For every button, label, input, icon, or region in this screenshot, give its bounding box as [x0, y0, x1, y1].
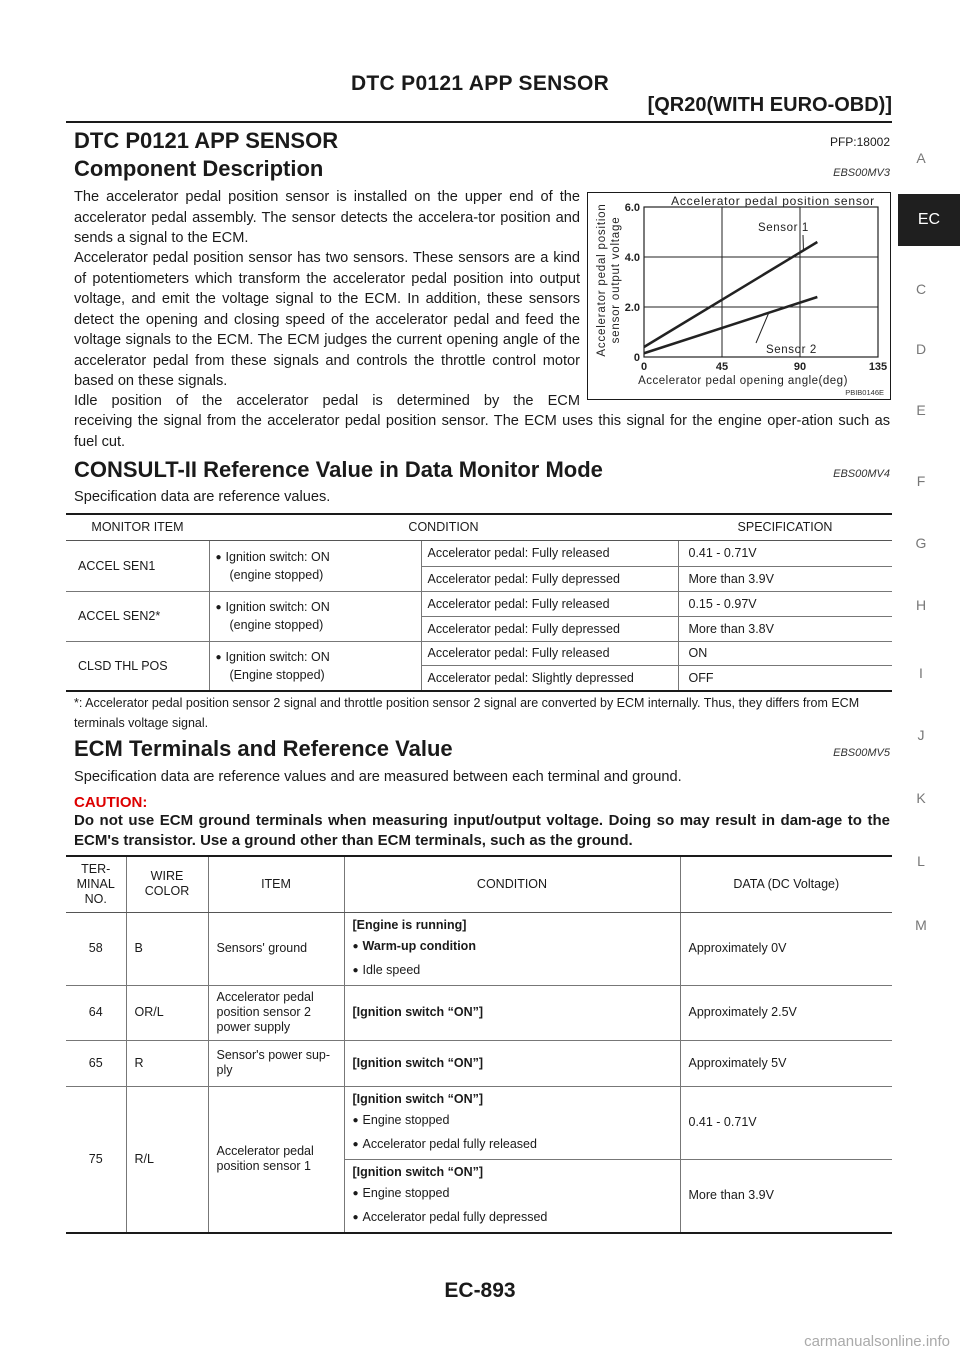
chart-y-tick-label: 4.0 — [624, 252, 640, 264]
chart-title: Accelerator pedal position sensor — [671, 194, 875, 208]
section-title-component: Component Description — [74, 156, 324, 181]
condition-heading: [Ignition switch “ON”] — [352, 1091, 484, 1106]
item — [208, 1086, 344, 1233]
condition-heading: [Ignition switch “ON”] — [344, 985, 680, 1040]
condition-bullet: ● Warm-up condition — [353, 935, 672, 959]
caution-body: Do not use ECM ground terminals when measuring input/output voltage. Doing so may result in dam-age to the ECM's transistor. Use a ground other than ECM terminals, such as the ground. — [74, 812, 890, 849]
condition-cell — [209, 540, 421, 591]
ecm-terminal-table — [66, 855, 892, 1234]
component-paragraph-3a: Idle position of the accelerator pedal is determined by the ECM — [74, 393, 580, 409]
page-number: EC-893 — [444, 1279, 516, 1302]
header-line: NO. — [84, 891, 107, 906]
component-paragraph-2: Accelerator pedal position sensor has two sensors. These sensors are a kind of potentiometers which transform the accelerator pedal position into output voltage, and emit the voltage signal to the ECM. In addition, these sensors detect the opening and closing speed of the accelerator pedal and feed the voltage signals to the ECM. The ECM judges the current opening angle of the accelerator pedal from these signals and controls the throttle control motor based on these signals. — [74, 250, 580, 389]
item-line: ply — [216, 1063, 233, 1077]
item-line: Sensor's power sup- — [216, 1048, 331, 1062]
condition-line: (engine stopped) — [229, 618, 324, 632]
spec-value: OFF — [678, 665, 892, 691]
terminal-no: 65 — [66, 1040, 126, 1086]
spec-value: 0.41 - 0.71V — [678, 540, 892, 566]
chart-series-line — [644, 242, 817, 347]
sub-condition: Accelerator pedal: Fully released — [421, 540, 678, 566]
monitor-item: ACCEL SEN1 — [66, 540, 209, 591]
chart-figure-id: PBIB0146E — [845, 388, 884, 397]
item — [208, 1040, 344, 1086]
item-line: Accelerator pedal — [216, 1144, 314, 1158]
item — [208, 985, 344, 1040]
table-row — [66, 912, 892, 985]
table-row — [66, 540, 892, 566]
chart-x-tick-label: 0 — [640, 361, 648, 373]
chart-y-tick-label: 0 — [633, 352, 640, 364]
condition-cell — [344, 1159, 680, 1233]
watermark: carmanualsonline.info — [804, 1333, 950, 1350]
side-tab-e[interactable]: E — [916, 402, 926, 418]
header-line: TER- — [81, 861, 111, 876]
side-tab-g[interactable]: G — [915, 535, 927, 551]
monitor-item: CLSD THL POS — [66, 641, 209, 691]
side-tab-c[interactable]: C — [915, 281, 927, 297]
terminal-no: 64 — [66, 985, 126, 1040]
spec-value: More than 3.8V — [678, 616, 892, 641]
condition-cell — [209, 591, 421, 641]
consult-intro: Specification data are reference values. — [74, 489, 331, 505]
side-tab-f[interactable]: F — [916, 473, 926, 489]
side-tab-l[interactable]: L — [917, 853, 925, 869]
app-sensor-chart — [587, 192, 891, 400]
header-specification: SPECIFICATION — [678, 514, 892, 540]
component-paragraph-1: The accelerator pedal position sensor is installed on the upper end of the accelerator pedal assembly. The sensor detects the accelera-tor position and sends a signal to the ECM. — [74, 189, 580, 246]
data-value: Approximately 0V — [680, 912, 892, 985]
header-line: WIRE — [150, 869, 184, 884]
wire-color: OR/L — [126, 985, 208, 1040]
part-number: PFP:18002 — [829, 135, 890, 149]
condition-heading: [Ignition switch “ON”] — [352, 1164, 484, 1179]
table-row — [66, 591, 892, 616]
header-line: COLOR — [144, 884, 190, 899]
chart-x-axis-label: Accelerator pedal opening angle(deg) — [638, 375, 848, 387]
condition-cell — [344, 912, 680, 985]
chart-x-tick-label: 135 — [868, 361, 888, 373]
chart-series-label: Sensor 2 — [766, 344, 817, 356]
item-line: power supply — [216, 1020, 291, 1034]
side-tab-m[interactable]: M — [915, 917, 927, 933]
section-code-ecm: EBS00MV5 — [833, 747, 890, 759]
wire-color: B — [126, 912, 208, 985]
header-rule — [66, 121, 892, 123]
running-header-subtitle: [QR20(WITH EURO-OBD)] — [647, 94, 892, 116]
condition-bullet: ● Engine stopped — [353, 1182, 672, 1206]
condition-heading: [Engine is running] — [352, 917, 467, 932]
condition-bullet: ● Accelerator pedal fully released — [353, 1133, 672, 1157]
table-row — [66, 1086, 892, 1159]
chart-x-tick-label: 45 — [715, 361, 729, 373]
spec-value: ON — [678, 641, 892, 665]
section-title-consult: CONSULT-II Reference Value in Data Monitor Mode — [74, 457, 603, 482]
item-line: position sensor 2 — [216, 1005, 312, 1019]
terminal-no: 75 — [66, 1086, 126, 1233]
condition-line: ● Ignition switch: ON — [216, 599, 415, 617]
data-value: More than 3.9V — [680, 1159, 892, 1233]
wire-color: R — [126, 1040, 208, 1086]
header-terminal-no — [66, 856, 126, 912]
header-condition: CONDITION — [344, 856, 680, 912]
header-data: DATA (DC Voltage) — [680, 856, 892, 912]
chart-y-tick-label: 2.0 — [624, 302, 640, 314]
chart-svg — [588, 193, 890, 399]
data-value: Approximately 5V — [680, 1040, 892, 1086]
wire-color: R/L — [126, 1086, 208, 1233]
condition-bullet: ● Accelerator pedal fully depressed — [353, 1206, 672, 1230]
sub-condition: Accelerator pedal: Fully depressed — [421, 566, 678, 591]
header-item: ITEM — [208, 856, 344, 912]
condition-bullet: ● Engine stopped — [353, 1109, 672, 1133]
side-tab-d[interactable]: D — [915, 341, 927, 357]
condition-line: ● Ignition switch: ON — [216, 649, 415, 667]
sub-condition: Accelerator pedal: Fully released — [421, 641, 678, 665]
spec-value: More than 3.9V — [678, 566, 892, 591]
section-code-component: EBS00MV3 — [833, 167, 890, 179]
chart-x-tick-label: 90 — [793, 361, 807, 373]
item-line: Accelerator pedal — [216, 990, 314, 1004]
item: Sensors' ground — [208, 912, 344, 985]
main-title: DTC P0121 APP SENSOR — [74, 128, 339, 153]
condition-line: ● Ignition switch: ON — [216, 549, 415, 567]
side-tab-i[interactable]: I — [919, 665, 923, 681]
side-tab-ec[interactable]: EC — [898, 194, 960, 246]
running-header-title: DTC P0121 APP SENSOR — [350, 72, 610, 95]
condition-line: (engine stopped) — [229, 567, 324, 582]
table-row — [66, 985, 892, 1040]
chart-series-label: Sensor 1 — [758, 222, 809, 234]
sub-condition: Accelerator pedal: Slightly depressed — [421, 665, 678, 691]
header-condition: CONDITION — [209, 514, 678, 540]
spec-value: 0.15 - 0.97V — [678, 591, 892, 616]
caution-title: CAUTION: — [74, 794, 148, 811]
condition-bullet: ● Idle speed — [353, 959, 672, 983]
chart-y-axis-label-line1: Accelerator pedal position — [596, 203, 608, 357]
footnote: *: Accelerator pedal position sensor 2 signal and throttle position sensor 2 signal are converted by ECM internally. Thus, they differs from ECM terminals voltage signal. — [74, 696, 860, 730]
section-code-consult: EBS00MV4 — [833, 468, 890, 480]
condition-cell — [209, 641, 421, 691]
header-wire-color — [126, 856, 208, 912]
header-monitor-item: MONITOR ITEM — [66, 514, 209, 540]
monitor-item: ACCEL SEN2* — [66, 591, 209, 641]
component-paragraph-3b: receiving the signal from the accelerator pedal position sensor. The ECM uses this signal for the engine oper-ation such as fuel cut. — [74, 413, 890, 450]
ecm-intro: Specification data are reference values and are measured between each terminal and ground. — [74, 769, 682, 785]
data-value: Approximately 2.5V — [680, 985, 892, 1040]
chart-y-axis-label-line2: sensor output voltage — [610, 216, 622, 344]
monitor-table-header — [66, 514, 892, 540]
section-title-ecm: ECM Terminals and Reference Value — [74, 736, 453, 761]
item-line: position sensor 1 — [216, 1159, 312, 1173]
table-row — [66, 641, 892, 665]
header-line: MINAL — [76, 876, 115, 891]
terminal-no: 58 — [66, 912, 126, 985]
side-tab-k[interactable]: K — [916, 790, 926, 806]
sub-condition: Accelerator pedal: Fully depressed — [421, 616, 678, 641]
sub-condition: Accelerator pedal: Fully released — [421, 591, 678, 616]
side-tab-a[interactable]: A — [916, 150, 926, 166]
condition-line: (Engine stopped) — [229, 667, 325, 682]
side-tab-h[interactable]: H — [915, 597, 927, 613]
ecm-table-header — [66, 856, 892, 912]
data-value: 0.41 - 0.71V — [680, 1086, 892, 1159]
table-row — [66, 1040, 892, 1086]
condition-cell — [344, 1086, 680, 1159]
chart-y-tick-label: 6.0 — [624, 202, 640, 214]
condition-heading: [Ignition switch “ON”] — [344, 1040, 680, 1086]
side-tab-j[interactable]: J — [917, 727, 925, 743]
monitor-table — [66, 513, 892, 692]
